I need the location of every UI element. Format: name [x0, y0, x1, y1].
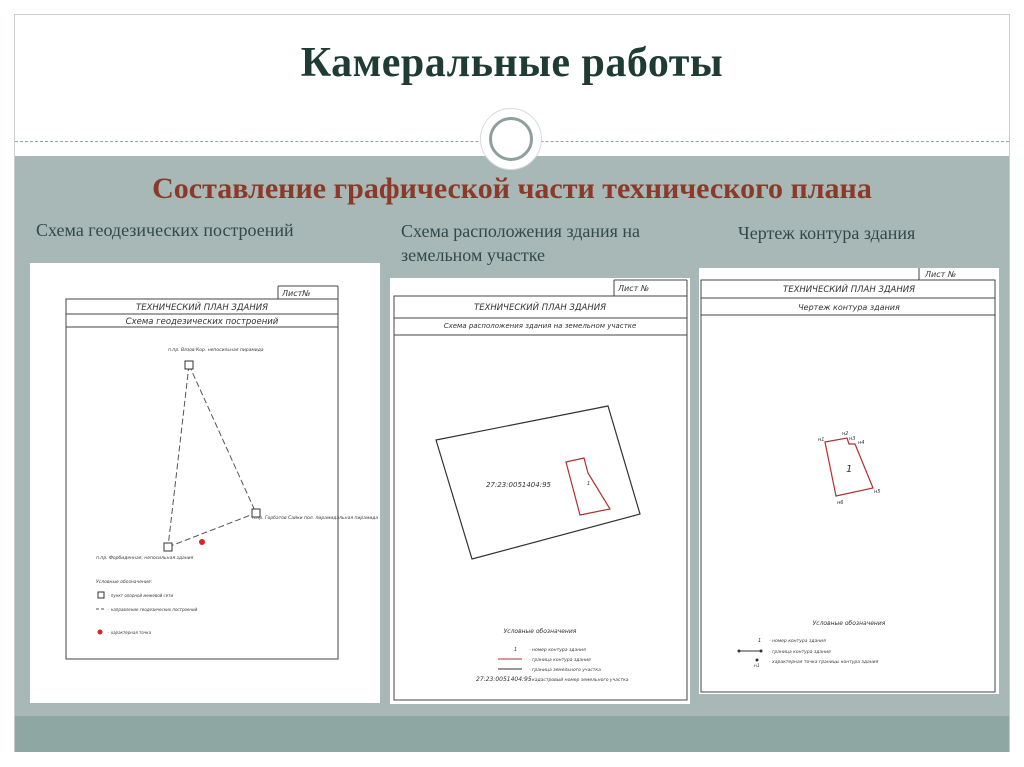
- survey-line: [168, 513, 256, 547]
- sheet3-legend-title: Условные обозначения: [812, 620, 886, 627]
- sheet3-legend-item1: - номер контура здания: [769, 639, 826, 644]
- legend-point-dot-icon: [738, 650, 741, 653]
- sheet3-subheader: Чертеж контура здания: [798, 303, 900, 312]
- slide-title: Камеральные работы: [300, 40, 724, 86]
- legend-number-icon: 1: [758, 638, 762, 644]
- parcel-label: 27:23:0051404:95: [486, 481, 551, 489]
- legend-cadastral-number: 27:23:0051404:95: [476, 676, 532, 683]
- legend-characteristic-point-icon: [756, 659, 759, 662]
- building-contour-sheet: [699, 268, 999, 694]
- target-point-icon: [199, 539, 205, 545]
- sheet3-header: ТЕХНИЧЕСКИЙ ПЛАН ЗДАНИЯ: [783, 285, 915, 295]
- point-label-n6: н6: [837, 500, 844, 506]
- sheet1-legend-title: Условные обозначения:: [96, 580, 153, 585]
- legend-point-label: н1: [754, 664, 760, 669]
- sheet2-header: ТЕХНИЧЕСКИЙ ПЛАН ЗДАНИЯ: [474, 303, 606, 313]
- point-label-n5: н5: [874, 489, 881, 495]
- sheet2-legend-item1: - номер контура здания: [529, 648, 586, 653]
- sheet2-legend-item4: - кадастровый номер земельного участка: [529, 678, 629, 683]
- legend-point-dot-icon: [760, 650, 763, 653]
- sheet3-sheet-number: Лист №: [925, 270, 957, 279]
- circle-ornament-icon: [480, 108, 542, 170]
- ring-icon: [489, 117, 533, 161]
- sheet3-legend-item2: - граница контура здания: [769, 650, 831, 655]
- survey-line: [189, 365, 256, 513]
- sheet1-legend-item1: - пункт опорной межевой сети: [108, 593, 174, 598]
- sheet2-subheader: Схема расположения здания на земельном участке: [443, 322, 637, 330]
- sheet1-header: ТЕХНИЧЕСКИЙ ПЛАН ЗДАНИЯ: [136, 303, 268, 313]
- sheet2-sheet-number: Лист №: [618, 284, 650, 293]
- geodetic-scheme-sheet: [30, 263, 380, 703]
- point-label-right: п.пр. Горбатов Сайки пол. пирамидальная пирамида: [252, 516, 379, 521]
- building-location-sheet: [390, 278, 690, 704]
- survey-line: [168, 365, 189, 547]
- point-label-top: п.пр. Вязов Кор. непосильная пирамида: [168, 348, 264, 353]
- control-point-icon: [164, 543, 172, 551]
- point-label-n1: н1: [818, 437, 825, 443]
- sheet1-sheet-number: Лист№: [282, 289, 311, 298]
- legend-target-icon: [98, 630, 103, 635]
- legend-point-icon: [98, 592, 104, 598]
- point-label-n2: н2: [842, 431, 849, 437]
- point-label-n4: н4: [858, 440, 865, 446]
- sheet2-legend-title: Условные обозначения: [503, 628, 577, 635]
- sheet1-subheader: Схема геодезических построений: [125, 317, 279, 327]
- control-point-icon: [185, 361, 193, 369]
- sheet2-legend-item2: - граница контура здания: [529, 658, 591, 663]
- sheet1-legend-item2: - направление геодезических построений: [108, 607, 198, 612]
- point-label-left: п.пр. Форбиденная, непосильная здания: [96, 556, 194, 561]
- legend-number-icon: 1: [514, 647, 518, 653]
- building-number: 1: [587, 481, 591, 487]
- caption-geodetic-scheme: Схема геодезических построений: [36, 220, 294, 240]
- caption-building-location: Схема расположения здания на земельном участке: [401, 221, 641, 265]
- sheet3-legend-item3: - характерная точка границы контура здания: [769, 660, 879, 665]
- contour-number: 1: [846, 464, 853, 475]
- sheet1-legend-item3: - характерная точка: [108, 630, 152, 635]
- point-label-n3: н3: [849, 436, 856, 442]
- caption-building-contour: Чертеж контура здания: [738, 223, 916, 243]
- slide-subtitle: Составление графической части технического плана: [152, 172, 872, 205]
- footer-band: [15, 716, 1009, 752]
- sheet2-legend-item3: - граница земельного участка: [529, 668, 601, 673]
